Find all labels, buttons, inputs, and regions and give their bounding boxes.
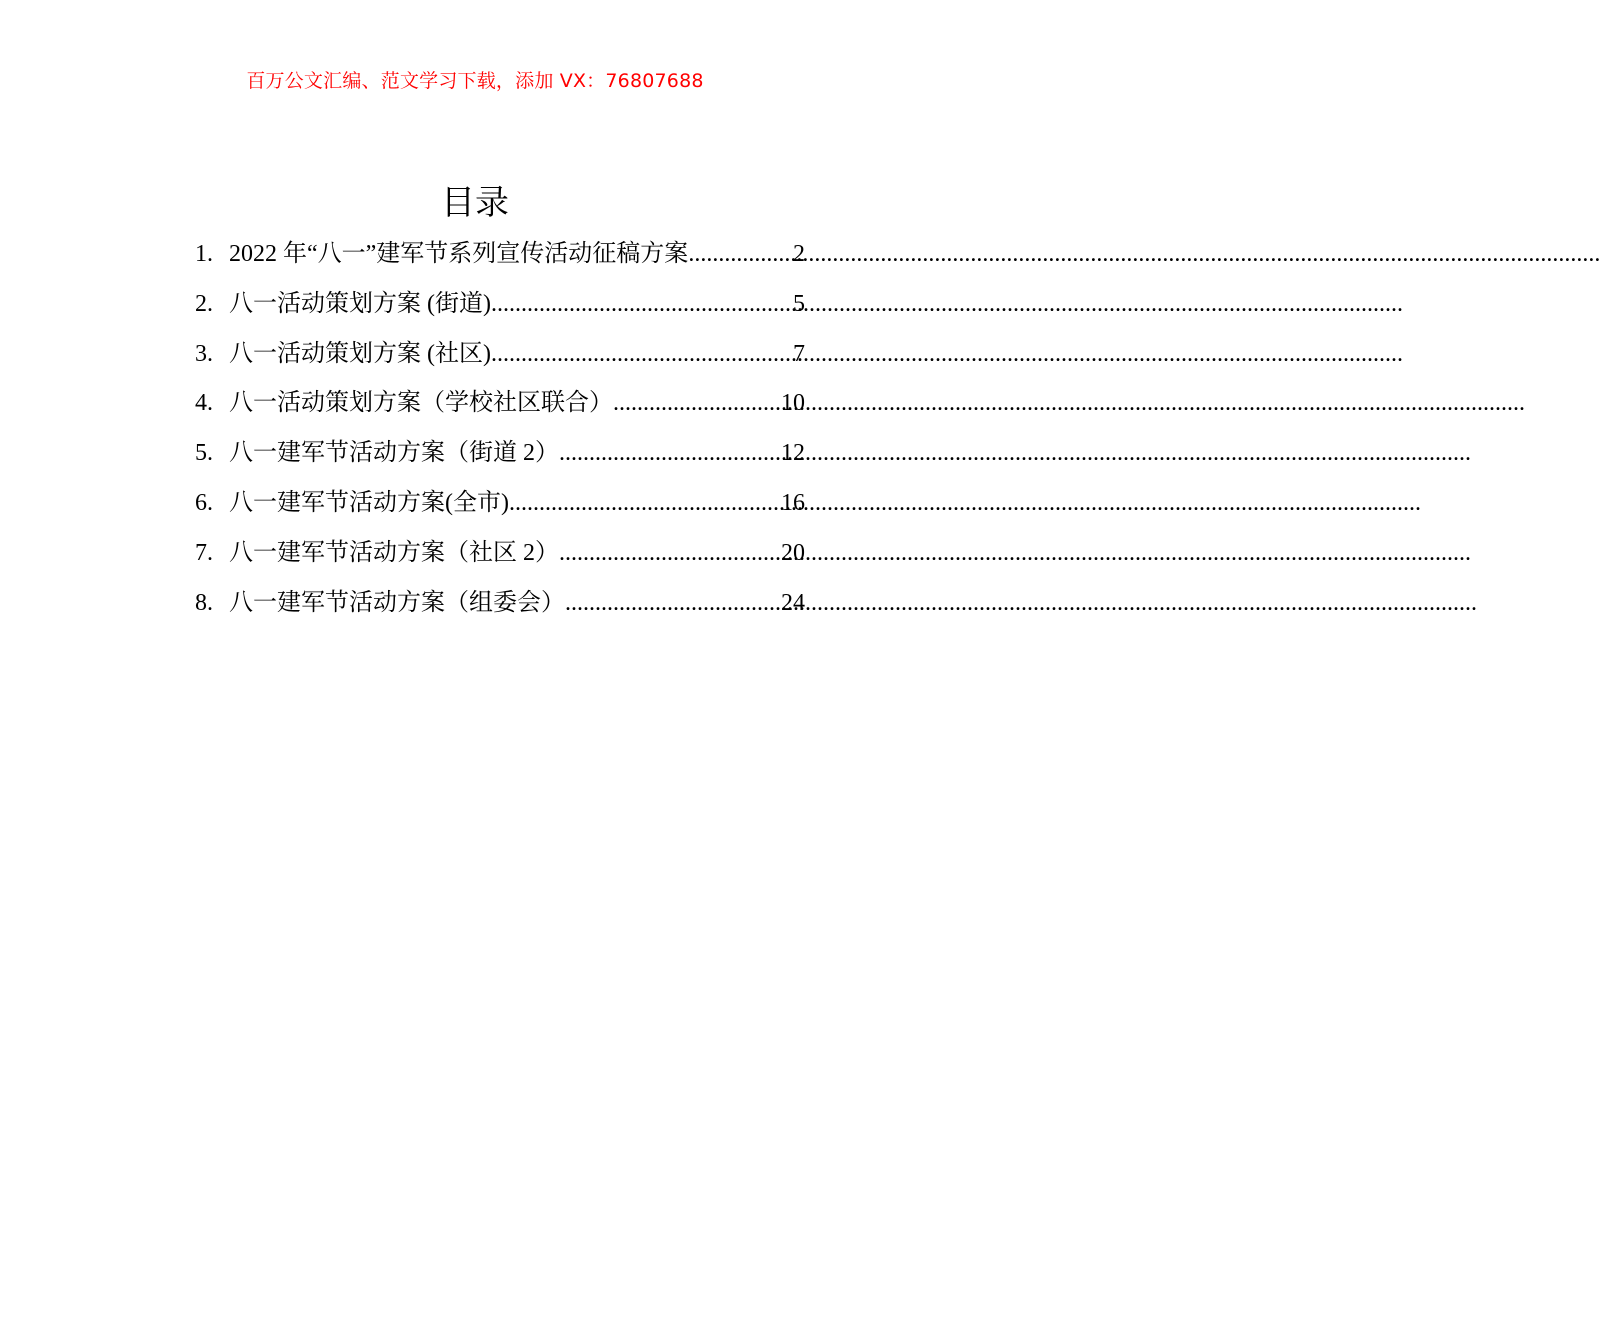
toc-dot-leader: [559, 529, 781, 579]
toc-entry[interactable]: [195, 529, 805, 579]
toc-entry-page: 16: [781, 489, 805, 516]
toc-entry[interactable]: [195, 479, 805, 529]
toc-entry-title: 八一建军节活动方案（社区 2）: [229, 539, 559, 566]
toc-entry[interactable]: [195, 280, 805, 330]
toc-dot-leader: [491, 280, 793, 330]
toc-entry-title: 八一活动策划方案（学校社区联合）: [229, 390, 613, 417]
header-notice: 百万公文汇编、范文学习下载，添加 VX：76807688: [246, 70, 704, 92]
toc-entry[interactable]: [195, 330, 805, 380]
toc-entry-title: 八一建军节活动方案（组委会）: [229, 589, 565, 616]
toc-entry-page: 5: [793, 290, 805, 317]
toc-entry-page: 7: [793, 340, 805, 367]
toc-entry-title: 八一建军节活动方案(全市): [229, 489, 509, 516]
toc-entry-page: 24: [781, 589, 805, 616]
toc-entry-page: 2: [793, 241, 805, 267]
toc-entry[interactable]: [195, 379, 805, 429]
toc-title: 目录: [441, 183, 509, 223]
toc-dot-leader: [491, 330, 793, 380]
toc-entry-title: 八一活动策划方案 (街道): [229, 290, 491, 317]
toc-entry-title: 八一建军节活动方案（街道 2）: [229, 440, 559, 467]
toc-entry[interactable]: [195, 579, 805, 629]
toc-entry-number: 1.: [195, 241, 213, 267]
toc-dot-leader: [509, 479, 781, 529]
toc-entry-number: 5.: [195, 440, 213, 467]
toc-entry-number: 6.: [195, 489, 213, 516]
toc-dot-leader: [688, 230, 793, 280]
toc-entry-number: 7.: [195, 539, 213, 566]
toc-dot-leader: [613, 379, 781, 429]
toc-entry-page: 12: [781, 440, 805, 467]
toc-entry[interactable]: [195, 429, 805, 479]
toc-entry-number: 2.: [195, 290, 213, 317]
toc-entry-number: 8.: [195, 589, 213, 616]
toc-entry-title: 八一活动策划方案 (社区): [229, 340, 491, 367]
toc-entry-page: 10: [781, 390, 805, 417]
table-of-contents: [195, 230, 805, 628]
toc-entry-page: 20: [781, 539, 805, 566]
toc-entry-number: 4.: [195, 390, 213, 417]
toc-entry-number: 3.: [195, 340, 213, 367]
toc-dot-leader: [559, 429, 781, 479]
toc-entry[interactable]: [195, 230, 805, 280]
toc-entry-title: 2022 年“八一”建军节系列宣传活动征稿方案: [229, 241, 689, 267]
toc-dot-leader: [565, 579, 781, 629]
